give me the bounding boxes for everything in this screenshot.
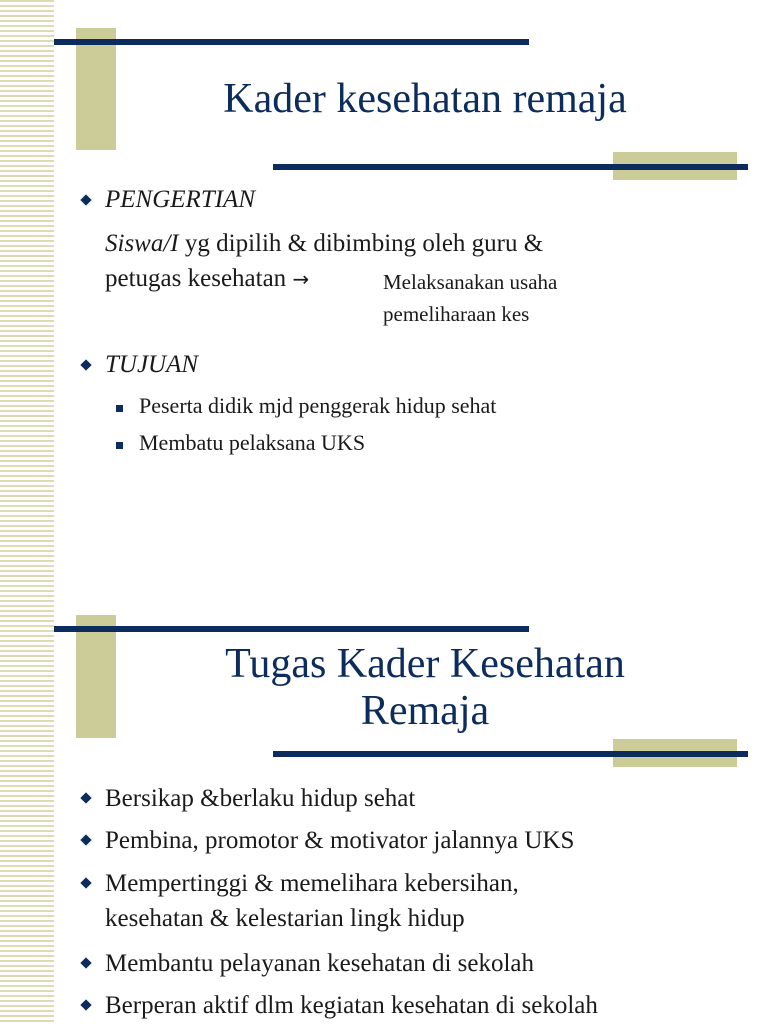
bullet-square (116, 405, 123, 412)
definition-rest: yg dipilih & dibimbing oleh guru & (178, 230, 544, 257)
arrow-right-icon: → (292, 267, 310, 291)
definition-line-1 (105, 229, 543, 259)
title-bar-bottom (273, 164, 748, 170)
list-item: Bersikap &berlaku hidup sehat (105, 785, 416, 812)
list-item: Mempertinggi & memelihara kebersihan, (105, 870, 519, 897)
list-item: Peserta didik mjd penggerak hidup sehat (139, 393, 497, 418)
definition-line-2: petugas kesehatan → (105, 265, 310, 292)
heading-pengertian: PENGERTIAN (105, 186, 255, 213)
bullet-diamond (80, 359, 91, 370)
definition-subject: Siswa/I (105, 230, 179, 257)
page-title-line-1: Tugas Kader Kesehatan (225, 641, 625, 687)
bullet-diamond (80, 792, 91, 803)
page-title-line-2: Remaja (360, 688, 490, 734)
list-item: Pembina, promotor & motivator jalannya UKS (105, 827, 575, 854)
bullet-diamond (80, 834, 91, 845)
bullet-diamond (80, 999, 91, 1010)
heading-tujuan: TUJUAN (105, 351, 199, 378)
title-bar-bottom (273, 751, 748, 757)
bullet-diamond (80, 194, 91, 205)
title-accent-block-left (76, 28, 116, 150)
list-item: Membatu pelaksana UKS (139, 430, 366, 455)
definition-side-2: pemeliharaan kes (383, 302, 530, 326)
list-item: Membantu pelayanan kesehatan di sekolah (105, 950, 535, 977)
list-item: Berperan aktif dlm kegiatan kesehatan di sekolah (105, 992, 598, 1019)
title-bar-top (54, 626, 529, 632)
list-item-continued: kesehatan & kelestarian lingk hidup (105, 905, 465, 932)
definition-side-1: Melaksanakan usaha (383, 270, 558, 294)
title-accent-block-left (76, 615, 116, 738)
slide-2 (0, 512, 768, 1024)
page-title: Kader kesehatan remaja (223, 76, 627, 122)
bullet-square (116, 442, 123, 449)
title-bar-top (54, 39, 529, 45)
bullet-diamond (80, 957, 91, 968)
bullet-diamond (80, 877, 91, 888)
